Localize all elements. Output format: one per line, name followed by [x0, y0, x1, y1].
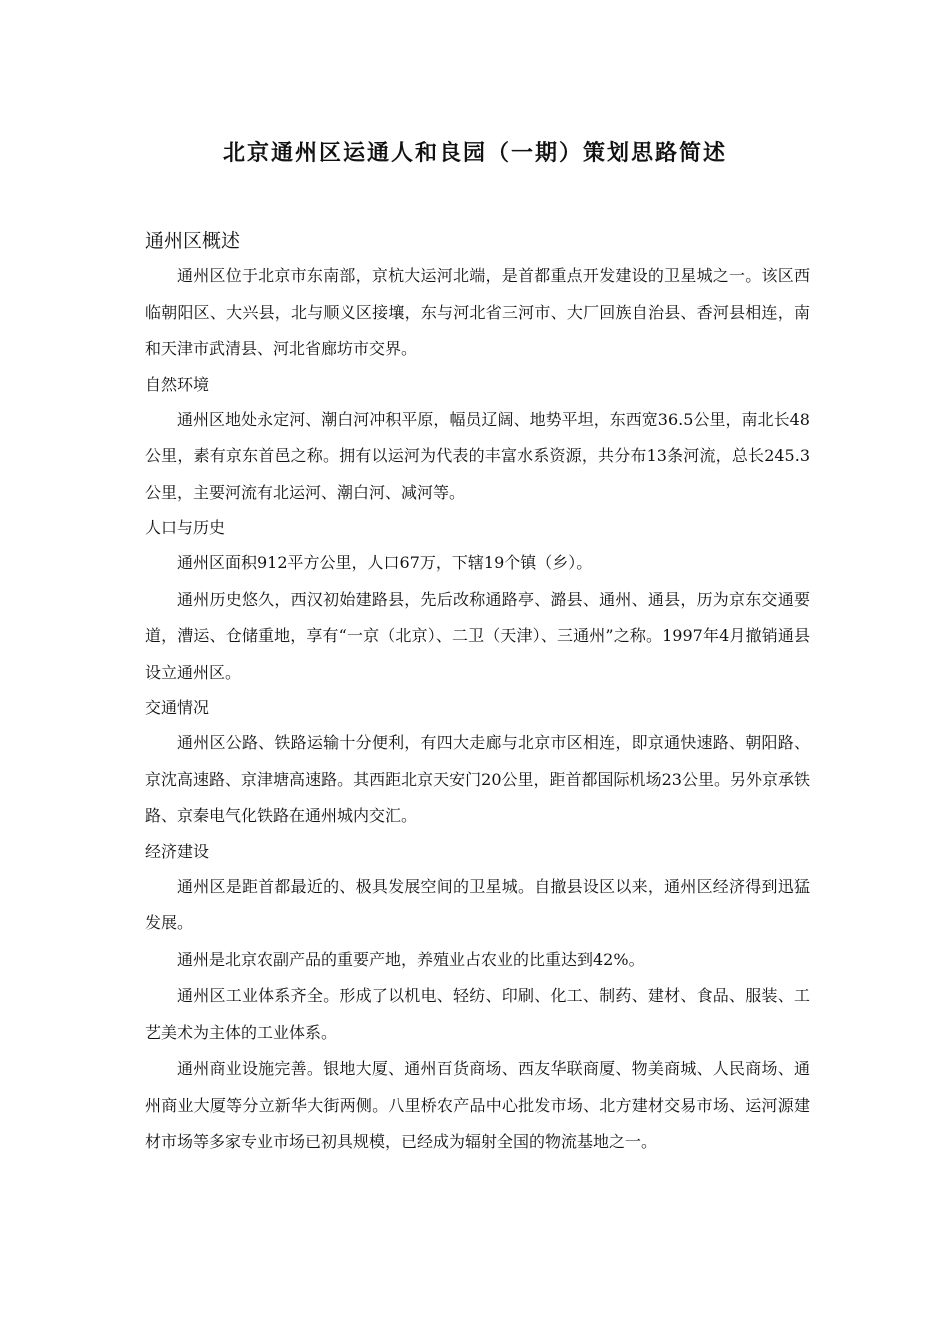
intro-paragraph: 通州区位于北京市东南部，京杭大运河北端，是首都重点开发建设的卫星城之一。该区西临朝阳区、大兴县，北与顺义区接壤，东与河北省三河市、大厂回族自治县、香河县相连，南和天津市武清县、河北省廊坊市交界。 [145, 266, 810, 358]
paragraph: 通州区是距首都最近的、极具发展空间的卫星城。自撤县设区以来，通州区经济得到迅猛发展。 [145, 876, 810, 932]
document-title: 北京通州区运通人和良园（一期）策划思路简述 [222, 141, 727, 166]
paragraph: 通州区工业体系齐全。形成了以机电、轻纺、印刷、化工、制药、建材、食品、服装、工艺美术为主体的工业体系。 [145, 986, 810, 1042]
paragraph: 通州区公路、铁路运输十分便利，有四大走廊与北京市区相连，即京通快速路、朝阳路、京沈高速路、京津塘高速路。其西距北京天安门20公里，距首都国际机场23公里。另外京承铁路、京秦电气化铁路在通州城内交汇。 [145, 733, 810, 825]
paragraph: 通州历史悠久，西汉初始建路县，先后改称通路亭、潞县、通州、通县，历为京东交通要道，漕运、仓储重地，享有“一京（北京）、二卫（天津）、三通州”之称。1997年4月撤销通县设立通州区。 [145, 589, 810, 682]
paragraph: 通州商业设施完善。银地大厦、通州百货商场、西友华联商厦、物美商城、人民商场、通州商业大厦等分立新华大街两侧。八里桥农产品中心批发市场、北方建材交易市场、运河源建材市场等多家专业市场已初具规模，已经成为辐射全国的物流基地之一。 [145, 1059, 810, 1151]
section-heading-nature: 自然环境 [145, 374, 210, 394]
section-heading-transportation: 交通情况 [145, 698, 210, 717]
section-heading-economy: 经济建设 [145, 841, 210, 861]
paragraph: 通州区面积912平方公里，人口67万，下辖19个镇（乡）。 [177, 553, 593, 572]
section-heading-population-history: 人口与历史 [145, 518, 226, 537]
paragraph: 通州是北京农副产品的重要产地，养殖业占农业的比重达到42%。 [177, 949, 645, 969]
document-body [145, 224, 810, 1161]
intro-heading: 通州区概述 [145, 230, 241, 252]
paragraph: 通州区地处永定河、潮白河冲积平原，幅员辽阔、地势平坦，东西宽36.5公里，南北长48公里，素有京东首邑之称。拥有以运河为代表的丰富水系资源，共分布13条河流，总长245.3公里，主要河流有北运河、潮白河、减河等。 [145, 409, 810, 502]
